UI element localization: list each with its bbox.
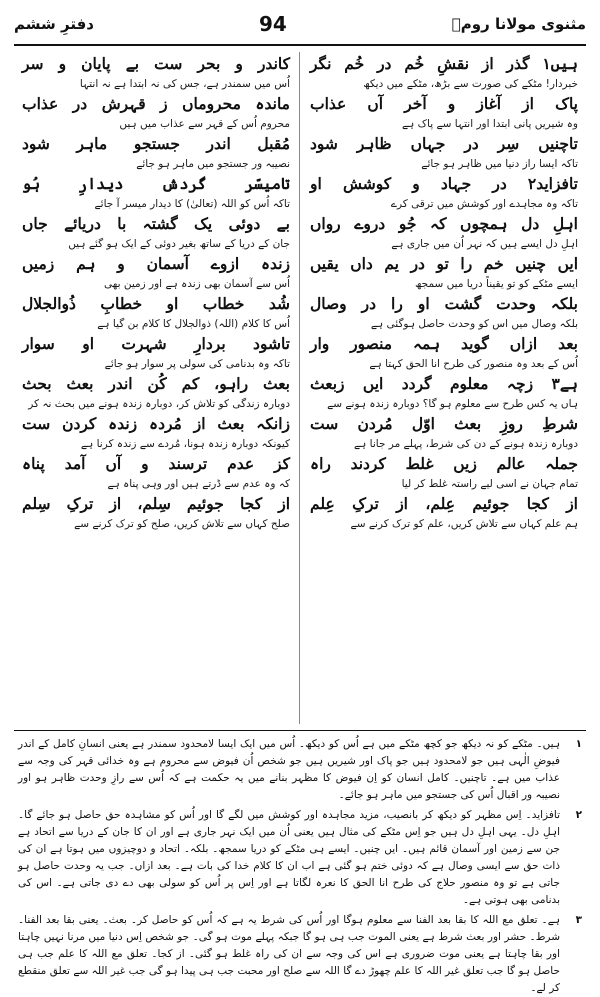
- verse-line: بعد ازاں گوید ہمہ منصور وار: [310, 334, 578, 353]
- gloss-line: اُس کا کلام (اللہ) ذوالجلال کا کلام بن گیا ہے: [97, 318, 290, 330]
- book-title: مثنوی مولانا رومؒ: [451, 15, 586, 33]
- footnote: [18, 736, 582, 804]
- verse-line: شرطِ روزِ بعث اوّل مُردن ست: [310, 414, 578, 433]
- verse-line: اہلِ دل ہمچوں کہ جُو دروے رواں: [310, 214, 578, 233]
- page-number: 94: [258, 12, 287, 36]
- gloss-line: ہاں یہ کس طرح سے معلوم ہو گا؟ دوبارہ زندہ ہونے سے: [327, 398, 578, 410]
- gloss-line: اُس سے آسمان بھی زندہ ہے اور زمین بھی: [104, 278, 290, 290]
- verse-line: بے دوئی یک گشتہ با دریائے جاں: [22, 214, 290, 233]
- verse-line: کز عدم ترسند و آں آمد پناہ: [22, 454, 290, 473]
- gloss-line: صلح کہاں سے تلاش کریں، صلح کو ترک کرنے سے: [74, 518, 290, 530]
- footnote: [18, 912, 582, 997]
- gloss-line: کیونکہ دوبارہ زندہ ہونا، مُردے سے زندہ کرنا ہے: [80, 438, 290, 450]
- footnotes: [18, 736, 582, 994]
- verse-line: ماندہ محروماں ز قہرش در عذاب: [22, 94, 290, 113]
- gloss-line: بلکہ وصال میں اس کو وحدت حاصل ہوگئی ہے: [370, 318, 578, 330]
- text-columns: [22, 52, 578, 724]
- gloss-line: اہلِ دل ایسے ہیں کہ نہر اُن میں جاری ہے: [391, 238, 578, 250]
- footnote: [18, 807, 582, 909]
- verse-line: از کجا جوئیم سِلم، از ترکِ سِلم: [22, 494, 290, 513]
- footnote-text: تافزاید۔ اِس مظہر کو دیکھ کر بانصیب، مزید مجاہدہ اور کوشش میں لگے گا اور اُس کو مشاہدہ حق حاصل ہو جائے گا۔ اہلِ دل۔ یہی اہلِ دل ہیں جو اِس مٹکے کی مثال ہیں یعنی اُن میں ایک نہر جاری ہے اور ان کا جان کے دریا سے اتحاد ہے جن سے زمین اور آسمان قائم ہیں۔ ایں چنیں۔ ایسے ہی مٹکے کو دریا سمجھ۔ بلکہ۔ اتحاد و دوچیزوں میں ہوتا ہے ان کی ذات حق سے ایسی وصال ہے کہ دوئی ختم ہو گئی ہے اب ان کا کلام خدا کی بات ہے۔ بعد ازاں۔ جب یہ وحدت حاصل ہو جاتی ہے تو وہ منصور حلاج کی طرح انا الحق کا نعرہ لگاتا ہے اور اِس پر اُس کو سولی بھی دے دی جاتی ہے۔ اس کی بدنامی بھی ہوتی ہے۔: [18, 809, 560, 906]
- gloss-line: تاکہ ایسا راز دنیا میں ظاہر ہو جائے: [421, 158, 578, 170]
- verse-line: تاشود بردارِ شہرت او سوار: [22, 334, 290, 353]
- verse-line: تامیسّر گردش دیدارِ ہُو: [22, 174, 290, 193]
- gloss-line: ایسے مٹکے کو تو یقیناً دریا میں سمجھ: [415, 278, 578, 290]
- verse-line: ایں چنیں خم را تو در یم داں یقیں: [310, 254, 578, 273]
- verse-line: تافزاید۲ در جہاد و کوشش او: [310, 174, 578, 193]
- gloss-line: اُس کے بعد وہ منصور کی طرح انا الحق کہتا ہے: [369, 358, 578, 370]
- gloss-line: تاکہ وہ بدنامی کی سولی پر سوار ہو جائے: [104, 358, 290, 370]
- column-divider: [299, 52, 300, 724]
- gloss-line: جان کے دریا کے ساتھ بغیر دوئی کے ایک ہو گئے ہیں: [68, 238, 290, 250]
- volume-label: دفترِ ششم: [14, 15, 94, 33]
- footnote-text: ہیں۔ مٹکے کو نہ دیکھ جو کچھ مٹکے میں ہے اُس کو دیکھ۔ اُس میں ایک ایسا لامحدود سمندر ہے یعنی انسانِ کامل کے اندر فیوضِ الٰہی ہیں جو لامحدود ہیں جو پاک اور شیریں ہیں جو شخص اُن فیوض سے محروم ہے وہ خدائی قہر کی وجہ سے عذاب میں ہے۔ تاچنیں۔ کامل انسان کو اِن فیوض کا مظہر بنانے میں یہ حکمت ہے کہ اُس سے رازِ وحدت ظاہر ہو اور نصیبہ ور اقبال اُس کی جستجو میں ماہر ہو جائے۔: [18, 738, 560, 801]
- gloss-line: محروم اُس کے قہر سے عذاب میں ہیں: [119, 118, 290, 130]
- verse-line: شُد خطاب او خطابِ ذُوالجلال: [22, 294, 290, 313]
- footnote-number: ۲: [575, 809, 582, 821]
- verse-line: مُقبل اندر جستجو ماہر شود: [22, 134, 290, 153]
- verse-line: بعث راہو، کم کُن اندر بعث بحث: [22, 374, 290, 393]
- gloss-line: تاکہ اُس کو اللہ (تعالیٰ) کا دیدار میسر آ جائے: [94, 198, 290, 210]
- footnote-number: ۳: [575, 914, 582, 926]
- footnote-text: ہے۔ تعلق مع اللہ کا بقا بعد الفنا سے معلوم ہوگا اور اُس کی شرط یہ ہے کہ اُس کو حاصل کر۔ بعث۔ یعنی بقا بعد الفنا۔ شرط۔ حشر اور بعث شرط ہے یعنی الموت جب ہی ہو گا جبکہ پہلے موت ہو گی۔ جو شخص اِس دنیا میں مرنا نہیں چاہتا اور بقا چاہتا ہے یعنی موت ضروری ہے اس کی وجہ سے ان کی راہ غلط ہو گئی۔ از کجا۔ تعلق مع اللہ کا علم جب ہی حاصل ہو گا جب تعلق غیر اللہ کا علم چھوڑ دے گا اللہ سے صلح اور محبت جب ہی پیدا ہو گی جب غیر اللہ سے تعلق منقطع کر لے۔: [18, 914, 560, 994]
- verse-line: زانکہ بعث از مُردہ زندہ کردن ست: [22, 414, 290, 433]
- gloss-line: تاکہ وہ مجاہدے اور کوشش میں ترقی کرے: [390, 198, 578, 210]
- verse-line: پاک از آغاز و آخر آں عذاب: [310, 94, 578, 113]
- verse-line: ہیں۱ گذر از نقشِ خُم در خُم نگر: [310, 54, 578, 73]
- page-header: [14, 6, 586, 42]
- gloss-line: نصیبہ ور جستجو میں ماہر ہو جائے: [136, 158, 290, 170]
- verse-line: بلکہ وحدت گشت او را در وصال: [310, 294, 578, 313]
- gloss-line: اُس میں سمندر ہے، جس کی نہ ابتدا ہے نہ انتہا: [79, 78, 290, 90]
- right-column: [310, 52, 578, 724]
- gloss-line: ہم علم کہاں سے تلاش کریں، علم کو ترک کرنے سے: [350, 518, 578, 530]
- gloss-line: دوبارہ زندہ ہونے کے دن کی شرط، پہلے مر جانا ہے: [354, 438, 578, 450]
- verse-line: جملہ عالم زیں غلط کردند راہ: [310, 454, 578, 473]
- verse-line: زندہ ازوے آسمان و ہم زمیں: [22, 254, 290, 273]
- gloss-line: خبردار! مٹکے کی صورت سے بڑھ، مٹکے میں دیکھ: [363, 78, 578, 90]
- gloss-line: تمام جہان نے اسی لیے راستہ غلط کر لیا: [401, 478, 578, 490]
- footnote-number: ۱: [575, 738, 582, 750]
- verse-line: ہے۳ زچہ معلوم گردد ایں زبعث: [310, 374, 578, 393]
- verse-line: تاچنیں سِر در جہاں ظاہر شود: [310, 134, 578, 153]
- footnote-rule: [14, 730, 586, 731]
- left-column: [22, 52, 290, 724]
- verse-line: کاندر و بحر ست بے پایان و سر: [22, 54, 290, 73]
- gloss-line: وہ شیریں پانی ابتدا اور انتہا سے پاک ہے: [401, 118, 578, 130]
- gloss-line: دوبارہ زندگی کو تلاش کر، دوبارہ زندہ ہونے میں بحث نہ کر: [28, 398, 290, 410]
- verse-line: از کجا جوئیم عِلم، از ترکِ عِلم: [310, 494, 578, 513]
- header-rule: [14, 44, 586, 46]
- gloss-line: کہ وہ عدم سے ڈرتے ہیں اور وہی پناہ ہے: [107, 478, 290, 490]
